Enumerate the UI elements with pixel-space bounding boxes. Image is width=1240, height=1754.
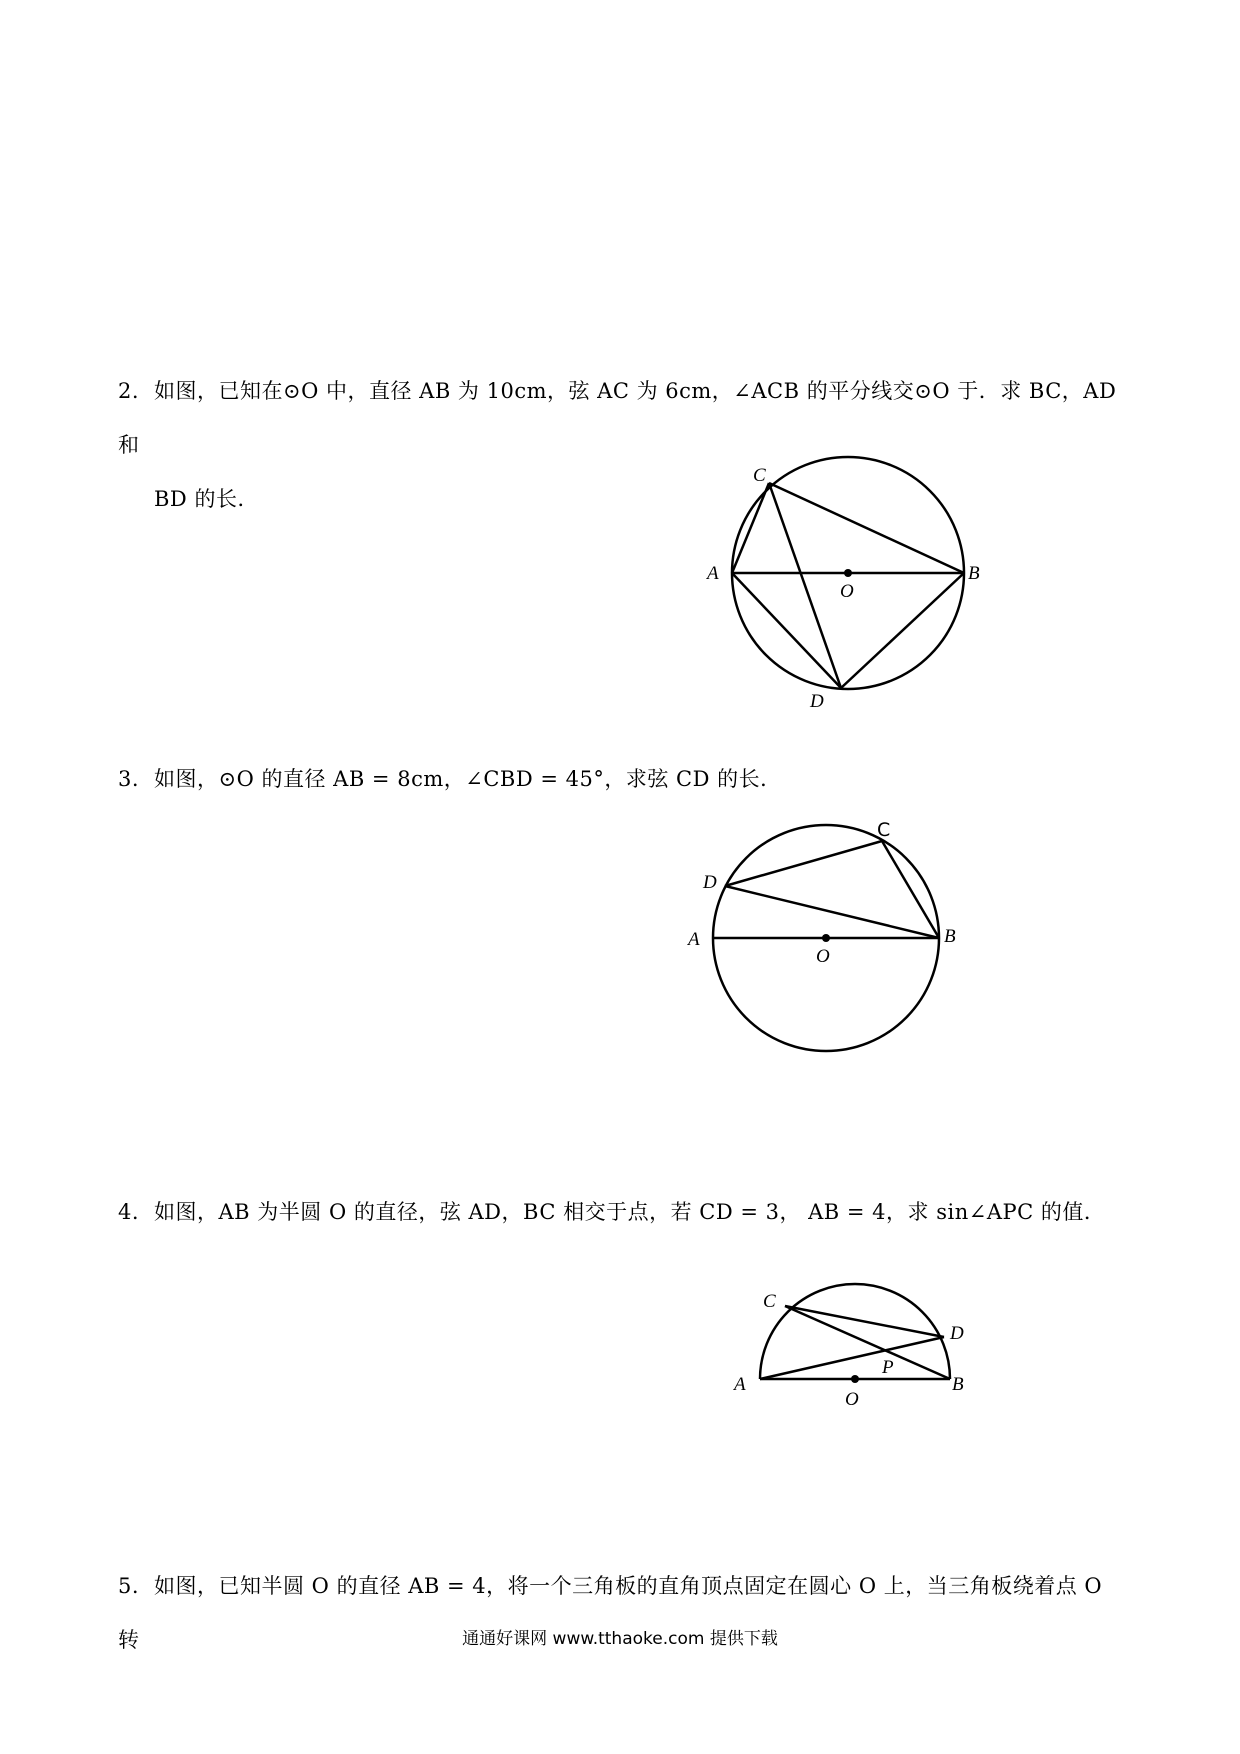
page-footer: 通通好课网 www.tthaoke.com 提供下载 — [462, 1629, 778, 1649]
center-point — [851, 1375, 859, 1383]
figure-problem-3 — [678, 805, 978, 1065]
problem-text: 如图，已知半圆 O 的直径 AB = 4，将一个三角板的直角顶点固定在圆心 O 上，当三角板绕着点 O 转 — [118, 1574, 1103, 1652]
figure-problem-4 — [730, 1265, 980, 1415]
label-b: B — [968, 563, 980, 584]
label-c: C — [753, 465, 766, 486]
label-b: B — [952, 1374, 964, 1395]
chord-cb — [882, 841, 939, 938]
label-o: O — [845, 1389, 859, 1410]
problem-5 — [118, 1559, 1128, 1667]
figure-problem-2 — [700, 455, 1000, 715]
problem-text: 如图，已知在⊙O 中，直径 AB 为 10cm，弦 AC 为 6cm，∠ACB 的平分线交⊙O 于．求 BC，AD 和 — [118, 379, 1117, 457]
problem-number: 4. — [118, 1200, 140, 1224]
label-d: D — [950, 1323, 964, 1344]
chord-ad — [760, 1337, 944, 1379]
problem-number: 5. — [118, 1574, 140, 1598]
center-point — [844, 569, 852, 577]
chord-db — [725, 886, 939, 938]
label-d: D — [703, 872, 717, 893]
label-b: B — [944, 926, 956, 947]
problem-3 — [118, 752, 1128, 806]
label-p: P — [882, 1357, 894, 1378]
chord-dc — [725, 841, 882, 886]
center-point — [822, 934, 830, 942]
label-c: C — [763, 1291, 776, 1312]
problem-text: 如图，⊙O 的直径 AB = 8cm，∠CBD = 45°，求弦 CD 的长． — [154, 767, 782, 791]
label-d: D — [810, 691, 824, 712]
label-o: O — [816, 946, 830, 967]
label-a: A — [688, 929, 700, 950]
problem-number: 3. — [118, 767, 140, 791]
label-a: A — [707, 563, 719, 584]
label-a: A — [734, 1374, 746, 1395]
chord-cd — [769, 483, 841, 688]
problem-4 — [118, 1185, 1128, 1239]
chord-ac — [732, 483, 769, 573]
problem-text: 如图，AB 为半圆 O 的直径，弦 AD，BC 相交于点，若 CD = 3， AB = 4，求 sin∠APC 的值． — [154, 1200, 1106, 1224]
problem-number: 2. — [118, 379, 140, 403]
label-c: C — [877, 819, 891, 841]
label-o: O — [840, 581, 854, 602]
problem-text-continued: BD 的长． — [154, 487, 259, 511]
chord-bd — [841, 573, 964, 688]
